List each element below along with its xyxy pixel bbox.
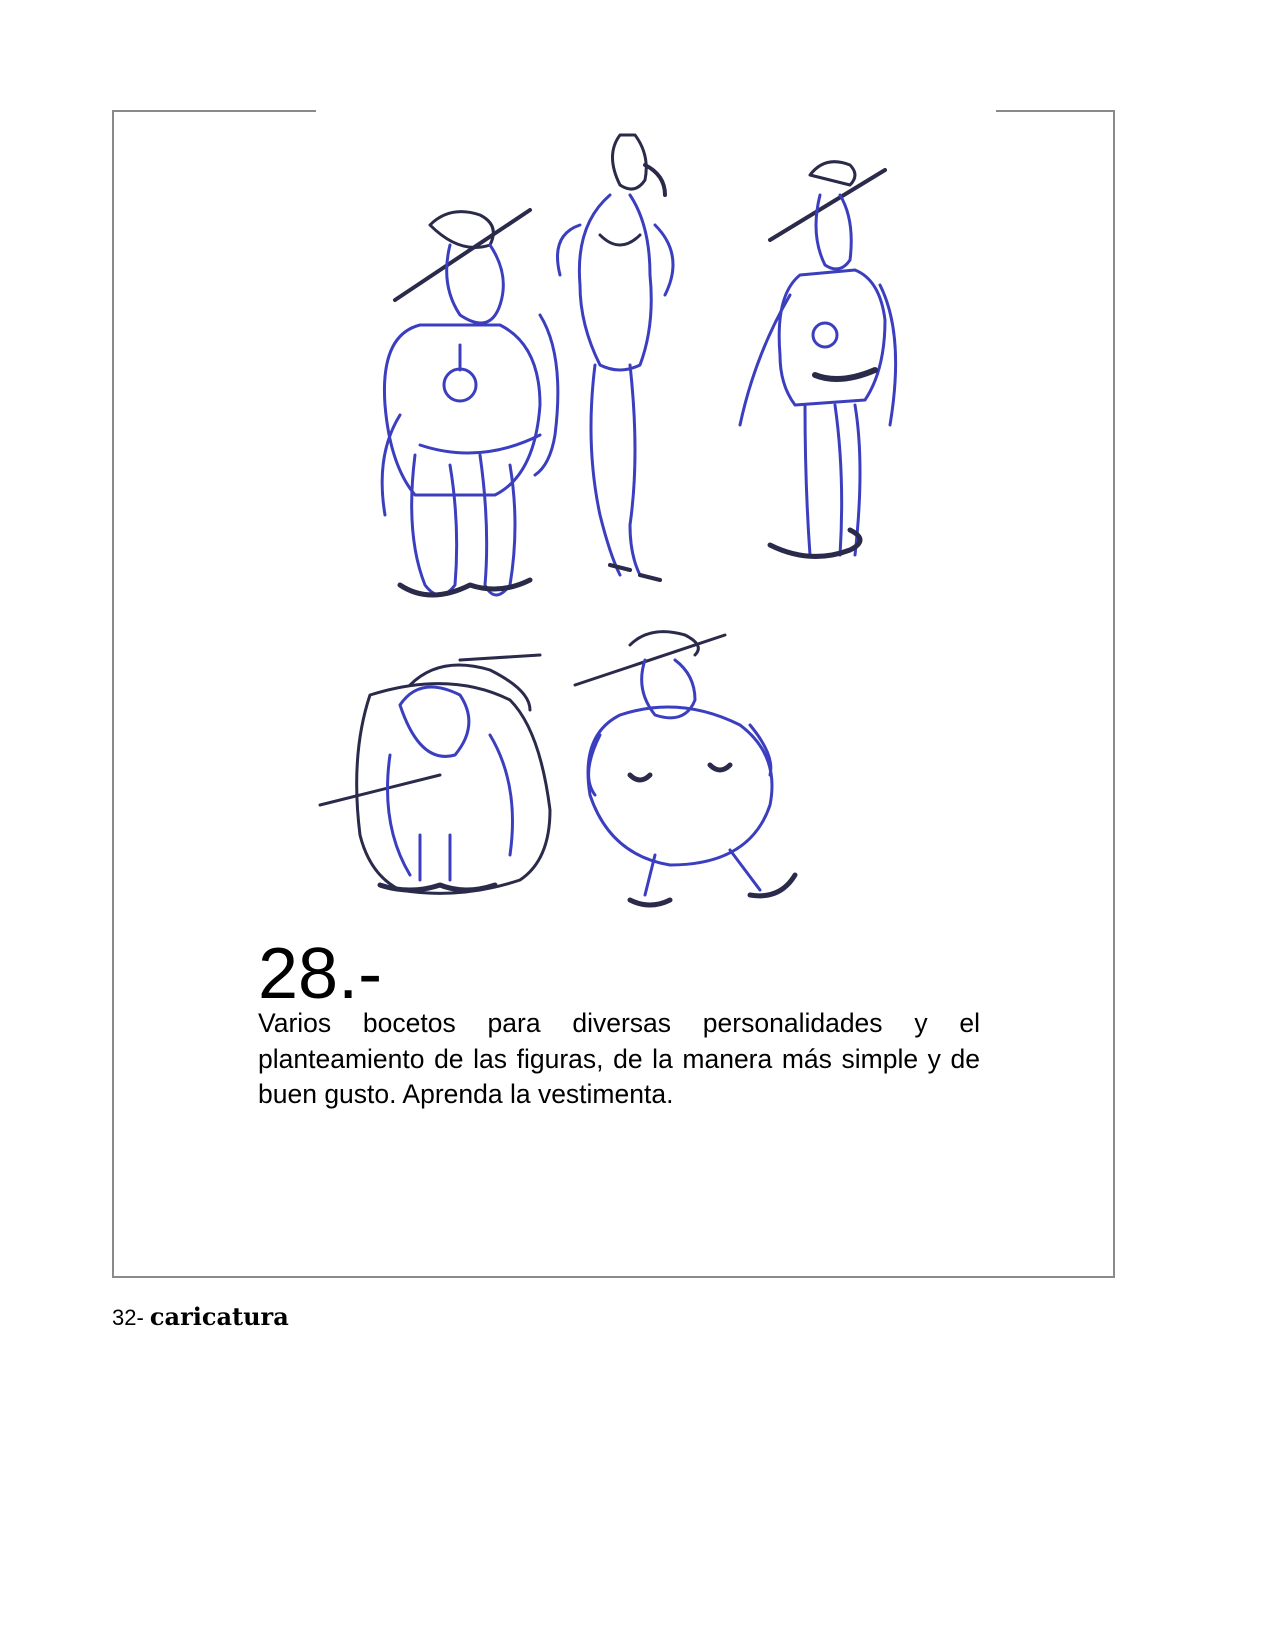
- sketch-chubby-man-walking: [575, 632, 795, 905]
- figure-number: 28.-: [258, 934, 383, 1014]
- book-title: caricatura: [149, 1302, 289, 1331]
- character-sketches-illustration: [310, 115, 960, 945]
- frame-bottom: [112, 1276, 1115, 1278]
- figure-caption: Varios bocetos para diversas personalidades y el planteamiento de las figuras, de la manera más simple y de buen gusto. Aprenda la vestimenta.: [258, 1008, 980, 1109]
- frame-top-left: [112, 110, 316, 112]
- page-footer: [112, 1302, 289, 1331]
- sketch-man-with-hat: [382, 210, 558, 595]
- page-number: 32-: [112, 1305, 144, 1330]
- sketch-woman: [558, 135, 674, 580]
- frame-right: [1113, 110, 1115, 1278]
- frame-top-right: [996, 110, 1115, 112]
- sketch-thin-man: [740, 162, 896, 557]
- sketch-round-man-cape: [320, 655, 550, 893]
- frame-left: [112, 110, 114, 1278]
